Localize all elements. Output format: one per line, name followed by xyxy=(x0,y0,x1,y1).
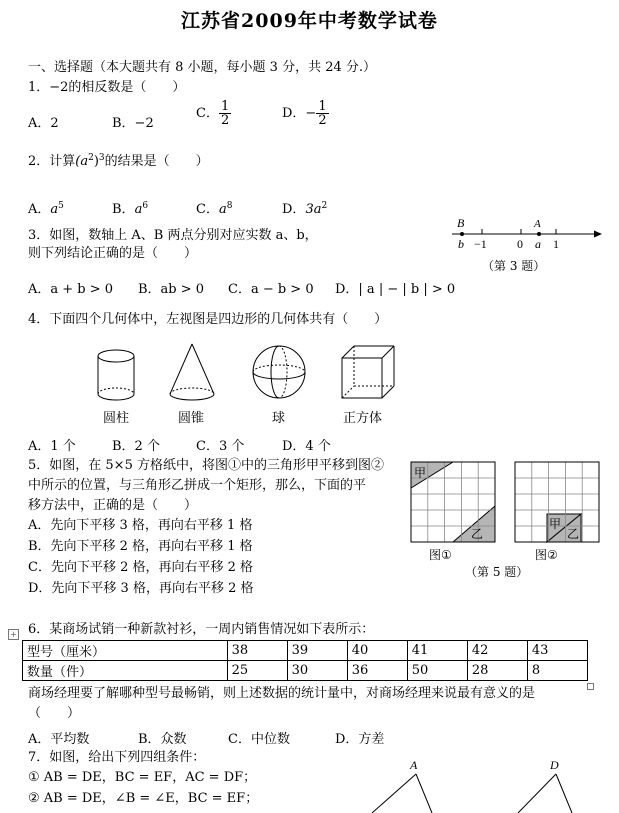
q1-option-b: B．−2 xyxy=(112,116,154,131)
q3-option-d: D．| a | − | b | > 0 xyxy=(335,282,456,297)
q6-option-b: B．众数 xyxy=(138,732,187,747)
shape-label-sphere: 球 xyxy=(272,411,286,426)
q2-option-d: D．$3a^2$ xyxy=(282,201,328,217)
label-yi-2: 乙 xyxy=(567,527,580,541)
q1-option-a: A．2 xyxy=(28,116,59,131)
table-cell: 8 xyxy=(527,661,587,681)
table-cell: 型号（厘米） xyxy=(23,641,228,661)
grid-figure-1 xyxy=(411,462,495,542)
table-cell: 28 xyxy=(467,661,527,681)
q1-option-d: D．− $\frac{1}{2}$ xyxy=(282,99,327,128)
figure-caption: （第 3 题） xyxy=(482,259,546,273)
q2-stem: 2．计算$(a^2)^3$的结果是（ ） xyxy=(28,153,209,169)
label-B: B xyxy=(457,216,465,230)
q3-stem-line1: 3．如图，数轴上 A、B 两点分别对应实数 a、b， xyxy=(28,228,318,243)
q5-option-c: C．先向下平移 2 格，再向右平移 2 格 xyxy=(28,560,254,575)
label-D-triangle: D xyxy=(550,758,559,772)
q4-option-b: B．2 个 xyxy=(112,439,160,454)
sales-table xyxy=(22,640,588,681)
q6-option-c: C．中位数 xyxy=(228,732,290,747)
arrow-right-icon xyxy=(594,231,602,238)
shape-label-cube: 正方体 xyxy=(343,411,383,426)
fig2-label: 图② xyxy=(535,548,558,562)
number-line-figure xyxy=(440,212,610,278)
table-cell: 数量（件） xyxy=(23,661,228,681)
label-jia-1: 甲 xyxy=(414,466,427,480)
table-cell: 36 xyxy=(347,661,407,681)
q2-option-b: B．$a^6$ xyxy=(112,201,149,217)
q2-option-c: C．$a^8$ xyxy=(196,201,233,217)
q5-stem-line2: 中所示的位置，与三角形乙拼成一个矩形，那么，下面的平 xyxy=(28,478,367,493)
label-b: b xyxy=(458,237,464,251)
q4-option-d: D．4 个 xyxy=(282,439,331,454)
q3-option-c: C．a − b > 0 xyxy=(228,282,314,297)
q4-option-a: A．1 个 xyxy=(28,439,76,454)
fig1-label: 图① xyxy=(429,548,452,562)
q6-stem: 6．某商场试销一种新款衬衫，一周内销售情况如下表所示： xyxy=(28,622,375,637)
label-A: A xyxy=(534,218,541,230)
point-b xyxy=(460,232,464,236)
table-cell: 25 xyxy=(227,661,287,681)
shape-label-cone: 圆锥 xyxy=(178,411,205,426)
q4-stem: 4．下面四个几何体中，左视图是四边形的几何体共有（ ） xyxy=(28,312,388,327)
point-a xyxy=(537,232,541,236)
grid-figure-2 xyxy=(515,462,599,542)
table-cell: 41 xyxy=(407,641,467,661)
q6-option-a: A．平均数 xyxy=(28,732,90,747)
q6-stem-2: 商场经理要了解哪种型号最畅销，则上述数据的统计量中，对商场经理来说最有意义的是 xyxy=(28,686,536,701)
table-cell: 43 xyxy=(527,641,587,661)
section-heading: 一、选择题（本大题共有 8 小题，每小题 3 分，共 24 分.） xyxy=(28,60,377,75)
table-cell: 38 xyxy=(227,641,287,661)
page-title: 江苏省2009年中考数学试卷 xyxy=(181,10,438,32)
q3-stem-line2: 则下列结论正确的是（ ） xyxy=(28,246,198,261)
label-A-triangle: A xyxy=(410,758,418,772)
label-a: a xyxy=(535,237,541,251)
sphere-shape xyxy=(253,346,305,398)
q5-stem-line3: 移方法中，正确的是（ ） xyxy=(28,498,198,513)
q3-option-b: B．ab > 0 xyxy=(138,282,205,297)
q7-condition-1: ① AB = DE，BC = EF，AC = DF； xyxy=(28,770,257,785)
cube-shape xyxy=(342,346,394,398)
label-minus-one: −1 xyxy=(474,237,487,251)
table-cell: 40 xyxy=(347,641,407,661)
label-zero: 0 xyxy=(517,237,523,251)
table-cell: 39 xyxy=(287,641,347,661)
table-cell: 42 xyxy=(467,641,527,661)
resize-handle[interactable] xyxy=(587,683,594,690)
q3-option-a: A．a + b > 0 xyxy=(28,282,114,297)
q5-option-a: A．先向下平移 3 格，再向右平移 1 格 xyxy=(28,518,253,533)
cylinder-shape xyxy=(98,350,134,400)
q1-stem: 1．−2的相反数是（ ） xyxy=(28,80,186,95)
q6-stem-3: （ ） xyxy=(28,706,81,721)
q5-option-b: B．先向下平移 2 格，再向右平移 1 格 xyxy=(28,539,253,554)
label-jia-2: 甲 xyxy=(549,517,562,531)
table-cell: 30 xyxy=(287,661,347,681)
label-one: 1 xyxy=(553,237,559,251)
q6-option-d: D．方差 xyxy=(335,732,385,747)
move-anchor-icon[interactable]: + xyxy=(8,629,19,640)
q5-option-d: D．先向下平移 3 格，再向右平移 2 格 xyxy=(28,581,254,596)
q5-stem-line1: 5．如图，在 5×5 方格纸中，将图①中的三角形甲平移到图② xyxy=(28,458,384,473)
shape-label-cylinder: 圆柱 xyxy=(103,411,130,426)
q4-option-c: C．3 个 xyxy=(196,439,245,454)
grid-figures xyxy=(405,458,605,583)
label-yi-1: 乙 xyxy=(471,527,484,541)
cone-shape xyxy=(170,344,214,400)
table-cell: 50 xyxy=(407,661,467,681)
q1-option-c: C． $\frac{1}{2}$ xyxy=(196,99,230,128)
q7-condition-2: ② AB = DE，∠B = ∠E，BC = EF； xyxy=(28,791,259,806)
table-row xyxy=(23,641,588,661)
q7-stem: 7．如图，给出下列四组条件： xyxy=(28,750,206,765)
q2-option-a: A．$a^5$ xyxy=(28,201,64,217)
q5-caption: （第 5 题） xyxy=(465,565,529,579)
solids-figure xyxy=(90,342,420,410)
triangles-figure xyxy=(360,756,600,813)
table-row xyxy=(23,661,588,681)
